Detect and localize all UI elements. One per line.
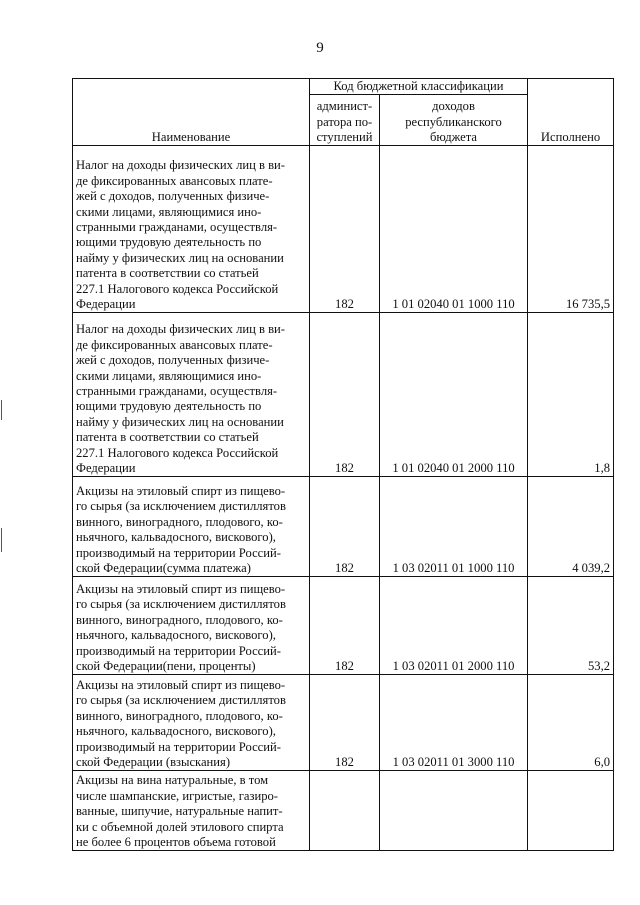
header-code-group: Код бюджетной классификации bbox=[310, 79, 528, 95]
table-header bbox=[73, 79, 614, 146]
row-name: Акцизы на этиловый спирт из пищево- го сырья (за исключением дистиллятов винного, виноградного, плодового, ко- ньячного, кальвадосного, вискового), производимый на территории Россий- ской Федерации(сумма платежа) bbox=[73, 477, 310, 577]
header-admin: админист- ратора по- ступлений bbox=[310, 95, 380, 146]
row-budget-code: 1 01 02040 01 1000 110 bbox=[380, 146, 528, 313]
row-executed: 6,0 bbox=[528, 675, 614, 771]
scan-margin-mark bbox=[1, 400, 2, 420]
row-name: Акцизы на вина натуральные, в том числе шампанские, игристые, газиро- ванные, шипучие, натуральные напит- ки с объемной долей этилового спирта не более 6 процентов объема готовой bbox=[73, 771, 310, 851]
row-executed bbox=[528, 771, 614, 851]
row-budget-code bbox=[380, 771, 528, 851]
row-name: Акцизы на этиловый спирт из пищево- го сырья (за исключением дистиллятов винного, виноградного, плодового, ко- ньячного, кальвадосного, вискового), производимый на территории Россий- ской Федерации (взыскания) bbox=[73, 675, 310, 771]
row-executed: 4 039,2 bbox=[528, 477, 614, 577]
row-admin-code: 182 bbox=[310, 146, 380, 313]
scan-margin-mark bbox=[1, 528, 2, 552]
row-admin-code bbox=[310, 771, 380, 851]
table-row bbox=[73, 477, 614, 577]
header-income: доходов республиканского бюджета bbox=[380, 95, 528, 146]
row-budget-code: 1 01 02040 01 2000 110 bbox=[380, 313, 528, 477]
row-admin-code: 182 bbox=[310, 477, 380, 577]
table-row bbox=[73, 313, 614, 477]
row-name: Акцизы на этиловый спирт из пищево- го сырья (за исключением дистиллятов винного, виноградного, плодового, ко- ньячного, кальвадосного, вискового), производимый на территории Россий- ской Федерации(пени, проценты) bbox=[73, 577, 310, 675]
table-row bbox=[73, 146, 614, 313]
table-row bbox=[73, 577, 614, 675]
page-number: 9 bbox=[316, 40, 324, 56]
table-row bbox=[73, 771, 614, 851]
row-admin-code: 182 bbox=[310, 675, 380, 771]
row-admin-code: 182 bbox=[310, 577, 380, 675]
header-executed: Исполнено bbox=[528, 79, 614, 146]
header-name: Наименование bbox=[73, 79, 310, 146]
row-executed: 53,2 bbox=[528, 577, 614, 675]
row-budget-code: 1 03 02011 01 3000 110 bbox=[380, 675, 528, 771]
budget-table bbox=[72, 78, 614, 851]
table-row bbox=[73, 675, 614, 771]
row-name: Налог на доходы физических лиц в ви- де фиксированных авансовых плате- жей с доходов, полученных физиче- скими лицами, являющимися ино- странными гражданами, осуществля- ющими трудовую деятельность по найму у физических лиц на основании патента в соответствии со статьей 227.1 Налогового кодекса Российской Федерации bbox=[73, 146, 310, 313]
row-budget-code: 1 03 02011 01 2000 110 bbox=[380, 577, 528, 675]
row-executed: 16 735,5 bbox=[528, 146, 614, 313]
row-budget-code: 1 03 02011 01 1000 110 bbox=[380, 477, 528, 577]
row-admin-code: 182 bbox=[310, 313, 380, 477]
row-name: Налог на доходы физических лиц в ви- де фиксированных авансовых плате- жей с доходов, полученных физиче- скими лицами, являющимися ино- странными гражданами, осуществля- ющими трудовую деятельность по найму у физических лиц на основании патента в соответствии со статьей 227.1 Налогового кодекса Российской Федерации bbox=[73, 313, 310, 477]
row-executed: 1,8 bbox=[528, 313, 614, 477]
